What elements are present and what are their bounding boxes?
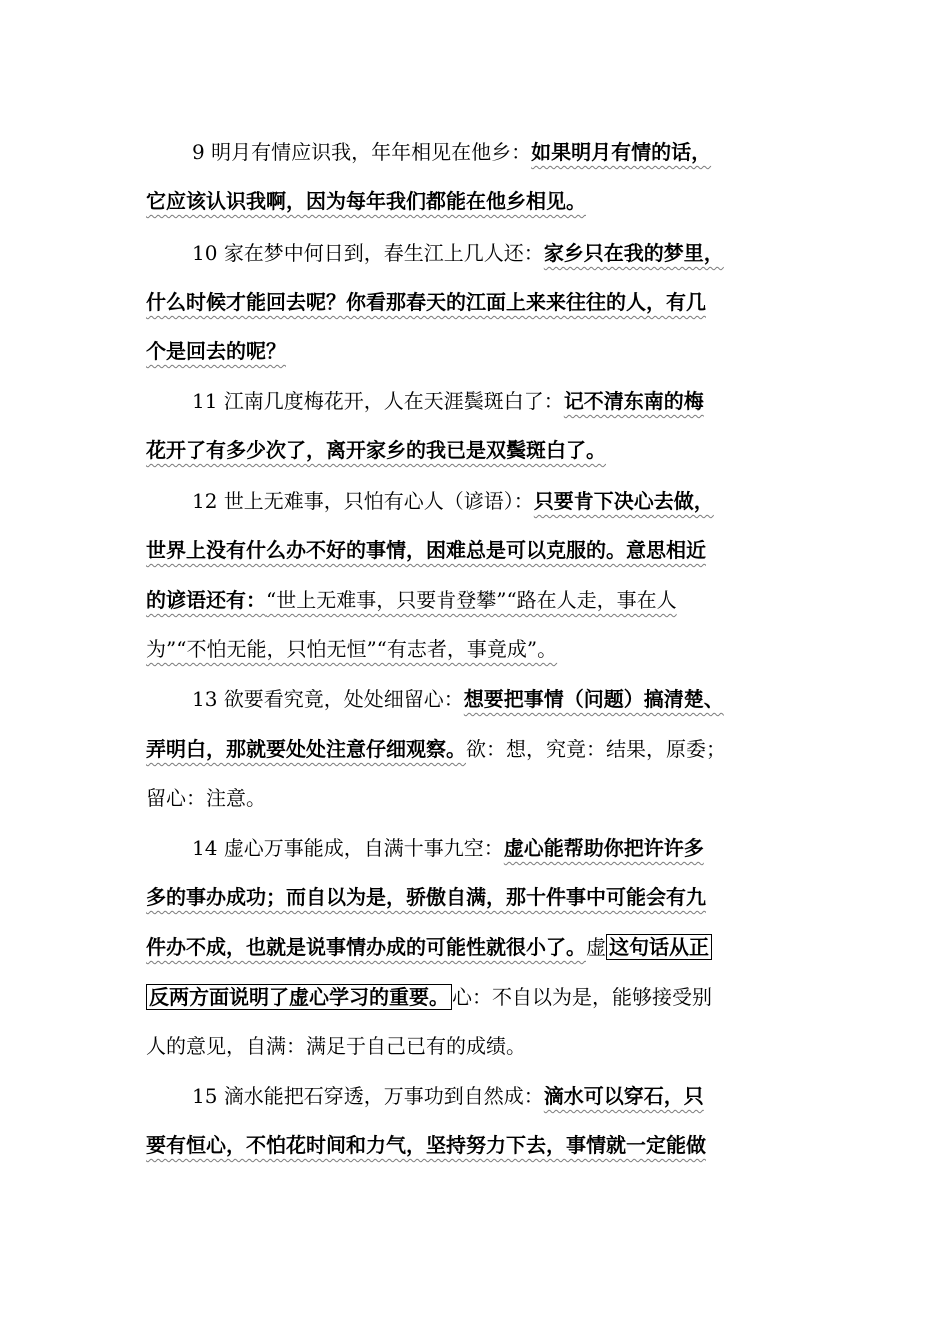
para-9-line-2 [146, 186, 586, 216]
para-15-number: 15 [192, 1084, 218, 1108]
para-10-explanation-1: 家乡只在我的梦里， [543, 241, 724, 265]
para-9-line-1 [192, 137, 711, 167]
para-13-word-notes-2: 留心：注意。 [146, 786, 266, 810]
para-15-proverb: 滴水能把石穿透，万事功到自然成： [223, 1084, 544, 1108]
para-13-explanation-2: 弄明白，那就要处处注意仔细观察。 [146, 737, 466, 761]
para-10-explanation-3: 个是回去的呢？ [146, 339, 286, 363]
para-14-word-prefix: 虚 [586, 935, 606, 959]
para-12-proverb: 世上无难事，只怕有心人（谚语）： [223, 489, 534, 513]
para-13-line-3 [146, 783, 266, 813]
para-15-explanation-1: 滴水可以穿石，只 [543, 1084, 704, 1108]
para-12-similar-proverbs-1: “世上无难事，只要肯登攀”“路在人走，事在人 [266, 588, 677, 612]
para-11-proverb: 江南几度梅花开，人在天涯鬓斑白了： [223, 389, 564, 413]
para-13-explanation-1: 想要把事情（问题）搞清楚、 [463, 687, 724, 711]
para-14-line-4 [146, 982, 712, 1012]
para-14-line-1 [192, 833, 704, 863]
para-15-line-1 [192, 1081, 704, 1111]
para-12-similar-proverbs-2: 为”“不怕无能，只怕无恒”“有志者，事竟成”。 [146, 637, 558, 661]
para-14-line-5 [146, 1031, 526, 1061]
para-10-line-2 [146, 287, 706, 317]
para-12-line-2 [146, 535, 706, 565]
para-10-line-3 [146, 336, 286, 366]
para-13-word-notes-1: 欲：想，究竟：结果，原委； [466, 737, 726, 761]
para-14-word-notes-2: 人的意见，自满：满足于自己已有的成绩。 [146, 1034, 526, 1058]
para-15-line-2 [146, 1130, 706, 1160]
para-11-explanation-2: 花开了有多少次了，离开家乡的我已是双鬓斑白了。 [146, 438, 606, 462]
para-12-number: 12 [192, 489, 218, 513]
para-13-line-2 [146, 734, 726, 764]
para-11-number: 11 [192, 389, 218, 413]
para-9-proverb: 明月有情应识我，年年相见在他乡： [211, 140, 532, 164]
para-10-proverb: 家在梦中何日到，春生江上几人还： [223, 241, 544, 265]
para-12-explanation-1: 只要肯下决心去做， [533, 489, 714, 513]
para-15-explanation-2: 要有恒心，不怕花时间和力气，坚持努力下去，事情就一定能做 [146, 1133, 706, 1157]
para-14-line-2 [146, 882, 706, 912]
para-14-proverb: 虚心万事能成，自满十事九空： [223, 836, 504, 860]
para-12-line-1 [192, 486, 714, 516]
para-13-proverb: 欲要看究竟，处处细留心： [223, 687, 464, 711]
para-14-boxed-note-1: 这句话从正 [606, 934, 712, 960]
para-13-number: 13 [192, 687, 218, 711]
para-11-line-1 [192, 386, 704, 416]
para-10-number: 10 [192, 241, 218, 265]
para-9-explanation-1: 如果明月有情的话， [531, 140, 712, 164]
para-11-explanation-1: 记不清东南的梅 [563, 389, 704, 413]
para-14-explanation-3: 件办不成，也就是说事情办成的可能性就很小了。 [146, 935, 586, 959]
para-13-line-1 [192, 684, 724, 714]
para-9-explanation-2: 它应该认识我啊，因为每年我们都能在他乡相见。 [146, 189, 586, 213]
para-12-explanation-3: 的谚语还有： [146, 588, 266, 612]
para-14-line-3 [146, 932, 712, 962]
para-14-explanation-2: 多的事办成功；而自以为是，骄傲自满，那十件事中可能会有九 [146, 885, 706, 909]
para-10-line-1 [192, 238, 724, 268]
para-12-line-3 [146, 585, 677, 615]
para-14-boxed-note-2: 反两方面说明了虚心学习的重要。 [146, 984, 452, 1010]
para-12-line-4 [146, 634, 557, 664]
para-14-explanation-1: 虚心能帮助你把许许多 [503, 836, 704, 860]
para-9-number: 9 [192, 140, 205, 164]
para-14-number: 14 [192, 836, 218, 860]
para-10-explanation-2: 什么时候才能回去呢？你看那春天的江面上来来往往的人，有几 [146, 290, 706, 314]
para-12-explanation-2: 世界上没有什么办不好的事情，困难总是可以克服的。意思相近 [146, 538, 706, 562]
para-14-word-notes-1: 心：不自以为是，能够接受别 [452, 985, 712, 1009]
para-11-line-2 [146, 435, 606, 465]
